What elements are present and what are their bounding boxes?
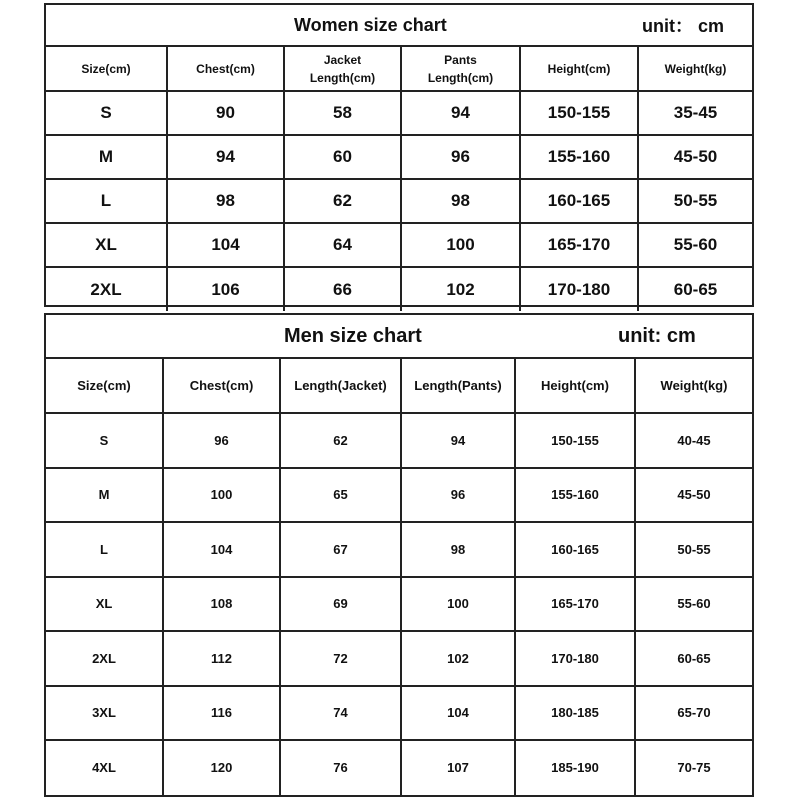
men-size-label: XL — [46, 577, 163, 632]
women-table-cell: 98 — [167, 179, 284, 223]
women-size-label: S — [46, 91, 167, 135]
women-size-chart — [44, 3, 754, 307]
men-table-cell: 72 — [280, 631, 401, 686]
men-table-cell: 108 — [163, 577, 280, 632]
men-table-cell: 155-160 — [515, 468, 635, 523]
women-table-cell: 150-155 — [520, 91, 638, 135]
women-size-label: XL — [46, 223, 167, 267]
men-size-label: 3XL — [46, 686, 163, 741]
women-table-cell: 94 — [401, 91, 520, 135]
men-size-label: 4XL — [46, 740, 163, 795]
women-chart-title: Women size chart — [294, 14, 447, 35]
men-chart-header — [46, 315, 752, 359]
men-table-cell: 65-70 — [635, 686, 752, 741]
men-table-cell: 55-60 — [635, 577, 752, 632]
women-size-label: 2XL — [46, 267, 167, 311]
men-table-cell: 120 — [163, 740, 280, 795]
men-table-cell: 104 — [401, 686, 515, 741]
men-table-cell: 76 — [280, 740, 401, 795]
women-table-cell: 165-170 — [520, 223, 638, 267]
women-table-cell: 60-65 — [673, 279, 718, 299]
women-table-cell: 50-55 — [638, 179, 752, 223]
women-table-cell: 98 — [401, 179, 520, 223]
men-table-cell: 104 — [163, 522, 280, 577]
women-table-cell: 64 — [284, 223, 401, 267]
men-table-cell: 170-180 — [515, 631, 635, 686]
men-table-cell: 50-55 — [635, 522, 752, 577]
men-table-cell: 116 — [163, 686, 280, 741]
women-column-header: Pants Length(cm) — [401, 47, 520, 91]
table-row — [46, 631, 752, 686]
men-size-label: 2XL — [46, 631, 163, 686]
table-row — [46, 135, 752, 179]
women-size-label: M — [46, 135, 167, 179]
men-table-cell: 96 — [163, 413, 280, 468]
women-table-cell: 100 — [401, 223, 520, 267]
women-size-table — [46, 47, 752, 311]
women-table-cell: 55-60 — [638, 223, 752, 267]
men-table-cell: 45-50 — [635, 468, 752, 523]
men-table-cell: 69 — [280, 577, 401, 632]
women-column-header: Chest(cm) — [167, 47, 284, 91]
women-table-cell: 66 — [284, 267, 401, 311]
table-row — [46, 468, 752, 523]
men-column-header: Length(Pants) — [401, 359, 515, 413]
men-table-cell: 60-65 — [635, 631, 752, 686]
men-column-header: Weight(kg) — [635, 359, 752, 413]
women-table-cell: 160-165 — [520, 179, 638, 223]
women-table-cell: 155-160 — [520, 135, 638, 179]
men-table-cell: 96 — [401, 468, 515, 523]
men-column-header: Size(cm) — [46, 359, 163, 413]
table-row — [46, 577, 752, 632]
men-table-cell: 65 — [280, 468, 401, 523]
men-table-cell: 102 — [401, 631, 515, 686]
women-table-cell: 104 — [167, 223, 284, 267]
women-size-label: L — [46, 179, 167, 223]
men-table-cell: 74 — [280, 686, 401, 741]
men-table-cell: 62 — [280, 413, 401, 468]
men-table-cell: 70-75 — [677, 760, 711, 776]
men-size-label: L — [46, 522, 163, 577]
women-table-cell: 106 — [167, 267, 284, 311]
men-table-cell: 112 — [163, 631, 280, 686]
table-row — [46, 740, 752, 795]
table-row — [46, 686, 752, 741]
men-size-label: S — [46, 413, 163, 468]
table-row — [46, 267, 752, 311]
women-table-cell: 96 — [401, 135, 520, 179]
women-table-cell: 45-50 — [638, 135, 752, 179]
men-chart-title: Men size chart — [284, 324, 422, 347]
women-column-header: Jacket Length(cm) — [284, 47, 401, 91]
men-chart-unit: unit: cm — [618, 324, 696, 347]
table-row — [46, 179, 752, 223]
men-table-cell: 185-190 — [515, 740, 635, 795]
men-table-cell: 40-45 — [635, 413, 752, 468]
men-table-cell: 165-170 — [515, 577, 635, 632]
women-header-row — [46, 47, 752, 91]
women-table-cell: 58 — [284, 91, 401, 135]
table-row — [46, 223, 752, 267]
women-table-cell: 90 — [167, 91, 284, 135]
women-chart-unit: unit： cm — [642, 16, 725, 36]
women-table-cell: 102 — [401, 267, 520, 311]
men-column-header: Chest(cm) — [163, 359, 280, 413]
men-table-cell: 67 — [280, 522, 401, 577]
men-table-cell: 100 — [163, 468, 280, 523]
men-size-label: M — [46, 468, 163, 523]
table-row — [46, 522, 752, 577]
women-column-header: Weight(kg) — [638, 47, 752, 91]
women-table-cell: 94 — [167, 135, 284, 179]
men-table-cell: 100 — [401, 577, 515, 632]
women-table-cell: 35-45 — [638, 91, 752, 135]
men-table-cell: 180-185 — [515, 686, 635, 741]
men-size-table — [46, 359, 752, 795]
men-table-cell: 98 — [401, 522, 515, 577]
men-size-chart — [44, 313, 754, 797]
men-table-cell: 150-155 — [515, 413, 635, 468]
men-table-cell: 94 — [401, 413, 515, 468]
table-row — [46, 413, 752, 468]
men-table-cell: 107 — [401, 740, 515, 795]
men-table-cell: 160-165 — [515, 522, 635, 577]
women-table-cell: 170-180 — [520, 267, 638, 311]
women-table-cell: 62 — [284, 179, 401, 223]
women-column-header: Size(cm) — [46, 47, 167, 91]
men-column-header: Length(Jacket) — [280, 359, 401, 413]
women-table-cell: 60 — [284, 135, 401, 179]
women-chart-header — [46, 5, 752, 47]
table-row — [46, 91, 752, 135]
men-header-row — [46, 359, 752, 413]
men-column-header: Height(cm) — [515, 359, 635, 413]
women-column-header: Height(cm) — [520, 47, 638, 91]
